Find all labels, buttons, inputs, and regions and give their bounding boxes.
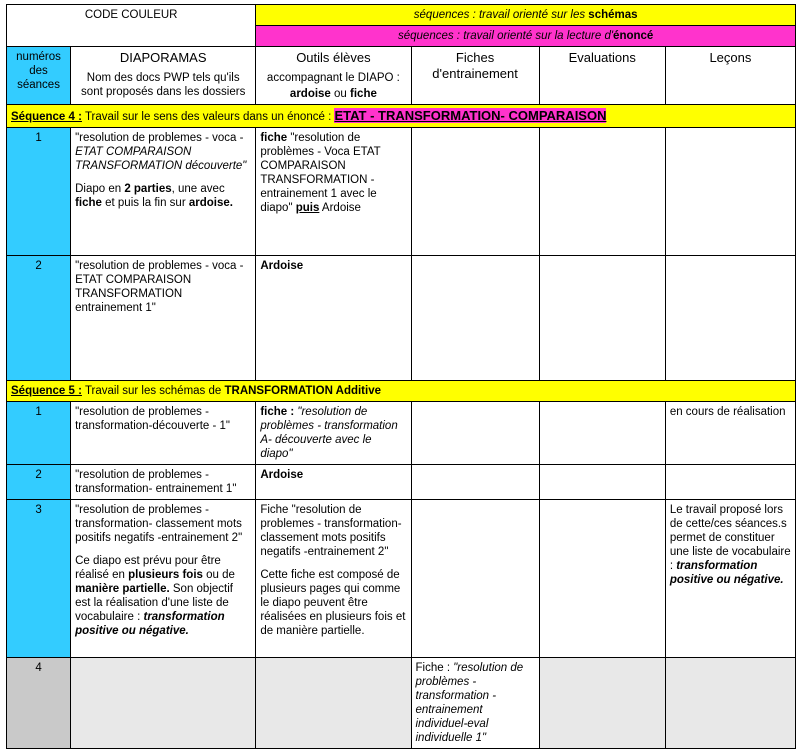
- header-lecons: [665, 47, 795, 105]
- diapo-quote-italic: ETAT COMPARAISON TRANSFORMATION découverte": [75, 145, 247, 172]
- diapo-parties-mid: , une avec: [171, 182, 225, 195]
- legend-yellow-text: séquences : travail orienté sur les: [413, 9, 589, 21]
- sequence-5-banner: [7, 380, 796, 401]
- lecons-vocab: transformation positive ou négative.: [669, 560, 784, 587]
- sequence-5-title: Séquence 5 :: [11, 384, 82, 397]
- diapo-line-2: [75, 554, 251, 638]
- header-outils-sub2: [260, 87, 406, 101]
- lecons-text: Le travail proposé lors de cette/ces séances.s permet de constituer une liste de vocabulaire :: [669, 504, 791, 573]
- header-outils-title: Outils élèves: [296, 50, 371, 66]
- sequence-4-banner: [7, 104, 796, 127]
- cell-diaporama: "resolution de problemes - transformation-découverte - 1": [71, 401, 256, 464]
- sequence-5-text: Travail sur les schémas de: [81, 384, 225, 397]
- outil-line-1: Fiche "resolution de problemes - transformation-classement mots positifs negatifs -entrainement 2": [260, 504, 402, 559]
- diapo-parties-post: et puis la fin sur: [101, 197, 189, 209]
- header-diaporamas-sub: Nom des docs PWP tels qu'ils sont proposés dans les dossiers: [81, 71, 246, 98]
- outil-type: Ardoise: [260, 469, 304, 482]
- diapo-note-plusieurs: plusieurs fois: [128, 569, 203, 582]
- table-row: [7, 500, 796, 658]
- cell-evaluations: [539, 127, 665, 255]
- row-number: 1: [7, 127, 71, 255]
- diapo-parties-pre: Diapo en: [75, 182, 125, 195]
- cell-lecons: [665, 255, 795, 380]
- header-evaluations: [539, 47, 665, 105]
- outil-line-2: Cette fiche est composé de plusieurs pages qui comme le diapo peuvent être réalisées en plusieurs fois et de manière partielle.: [260, 569, 406, 638]
- cell-outil-eleve: [256, 500, 411, 658]
- legend-magenta: [256, 26, 796, 47]
- diapo-note-mid: ou de: [202, 569, 235, 582]
- sequence-4-text: Travail sur le sens des valeurs dans un énoncé :: [81, 110, 335, 123]
- row-number: 2: [7, 255, 71, 380]
- diapo-note-post: Son objectif est la réalisation d'une liste de vocabulaire :: [75, 583, 233, 624]
- cell-lecons: [665, 465, 795, 500]
- diapo-quote-open: "resolution de problemes - voca -: [75, 131, 244, 144]
- legend-magenta-strong: énoncé: [613, 30, 654, 43]
- header-outils-ou: ou: [330, 87, 351, 100]
- header-numeros: numéros des séances: [7, 47, 71, 105]
- header-evaluations-label: Evaluations: [568, 50, 636, 66]
- cell-outil-eleve: [256, 465, 411, 500]
- cell-outil-eleve: [256, 255, 411, 380]
- fiches-text: "resolution de problèmes - transformation -entrainement individuel-eval individuelle 1": [415, 662, 524, 745]
- cell-outil-eleve: [256, 401, 411, 464]
- outil-type: fiche :: [260, 405, 295, 418]
- fiches-label: Fiche :: [415, 662, 454, 675]
- legend-yellow: [256, 5, 796, 26]
- outil-after: Ardoise: [319, 202, 361, 215]
- row-number: 2: [7, 465, 71, 500]
- header-outils-ardoise: ardoise: [289, 87, 331, 100]
- diapo-note-pre: Ce diapo est prévu pour être réalisé en: [75, 555, 221, 582]
- cell-fiches: [411, 500, 539, 658]
- cell-lecons: [665, 127, 795, 255]
- diapo-parties-count: 2 parties: [124, 182, 172, 195]
- outil-text: "resolution de problèmes - transformation A- découverte avec le diapo": [260, 405, 398, 460]
- diapo-line-2: [75, 182, 251, 210]
- cell-lecons: [665, 500, 795, 658]
- outil-text: "resolution de problèmes - Voca ETAT COMPARAISON TRANSFORMATION - entrainement 1 avec le diapo": [260, 131, 381, 215]
- outil-type: Ardoise: [260, 259, 304, 272]
- cell-evaluations: [539, 401, 665, 464]
- cell-fiches: [411, 401, 539, 464]
- cell-fiches: [411, 127, 539, 255]
- diapo-note-partielle: manière partielle.: [75, 583, 170, 596]
- diapo-parties-ardoise: ardoise.: [188, 197, 233, 209]
- cell-evaluations: [539, 465, 665, 500]
- outil-puis: puis: [295, 202, 320, 215]
- sequence-5-banner-row: [7, 380, 796, 401]
- cell-diaporama: "resolution de problemes - voca - ETAT COMPARAISON TRANSFORMATION entrainement 1": [71, 255, 256, 380]
- cell-lecons: en cours de réalisation: [665, 401, 795, 464]
- sequence-5-strong: TRANSFORMATION Additive: [224, 384, 382, 397]
- sequence-4-banner-row: [7, 104, 796, 127]
- table-row: [7, 401, 796, 464]
- planning-table: [6, 4, 796, 749]
- header-fiches: [411, 47, 539, 105]
- header-lecons-label: Leçons: [709, 50, 752, 66]
- table-row: [7, 127, 796, 255]
- legend-yellow-strong: schémas: [588, 9, 638, 21]
- cell-fiches: [411, 255, 539, 380]
- cell-outil-eleve: [256, 127, 411, 255]
- table-row: [7, 465, 796, 500]
- cell-evaluations: [539, 255, 665, 380]
- header-fiches-label: Fiches d'entrainement: [432, 50, 518, 82]
- row-number: 3: [7, 500, 71, 658]
- sequence-4-highlight: ETAT - TRANSFORMATION- COMPARAISON: [334, 107, 607, 123]
- diapo-line-1: [75, 131, 251, 173]
- header-outils-fiche: fiche: [350, 87, 377, 100]
- header-outils-sub1: accompagnant le DIAPO :: [266, 71, 400, 84]
- table-row: [7, 255, 796, 380]
- row-number: 1: [7, 401, 71, 464]
- sequence-4-title: Séquence 4 :: [11, 110, 82, 123]
- legend-code-couleur: CODE COULEUR: [7, 5, 256, 47]
- cell-diaporama: "resolution de problemes - transformation- entrainement 1": [71, 465, 256, 500]
- diapo-line-1: "resolution de problemes - transformation- classement mots positifs negatifs -entrainement 2": [75, 504, 243, 545]
- row-number: 4: [7, 658, 71, 749]
- header-diaporamas-title: DIAPORAMAS: [119, 50, 207, 66]
- legend-magenta-text: séquences : travail orienté sur la lecture d': [397, 30, 614, 43]
- legend-row-yellow: [7, 5, 796, 26]
- column-header-row: [7, 47, 796, 105]
- cell-diaporama: [71, 500, 256, 658]
- header-outils: [256, 47, 411, 105]
- diapo-parties-fiche: fiche: [75, 197, 102, 209]
- outil-type: fiche: [260, 131, 288, 144]
- cell-evaluations: [539, 500, 665, 658]
- header-diaporamas: [71, 47, 256, 105]
- cell-diaporama: [71, 127, 256, 255]
- diapo-note-vocab: transformation positive ou négative.: [75, 611, 225, 638]
- cell-fiches: [411, 465, 539, 500]
